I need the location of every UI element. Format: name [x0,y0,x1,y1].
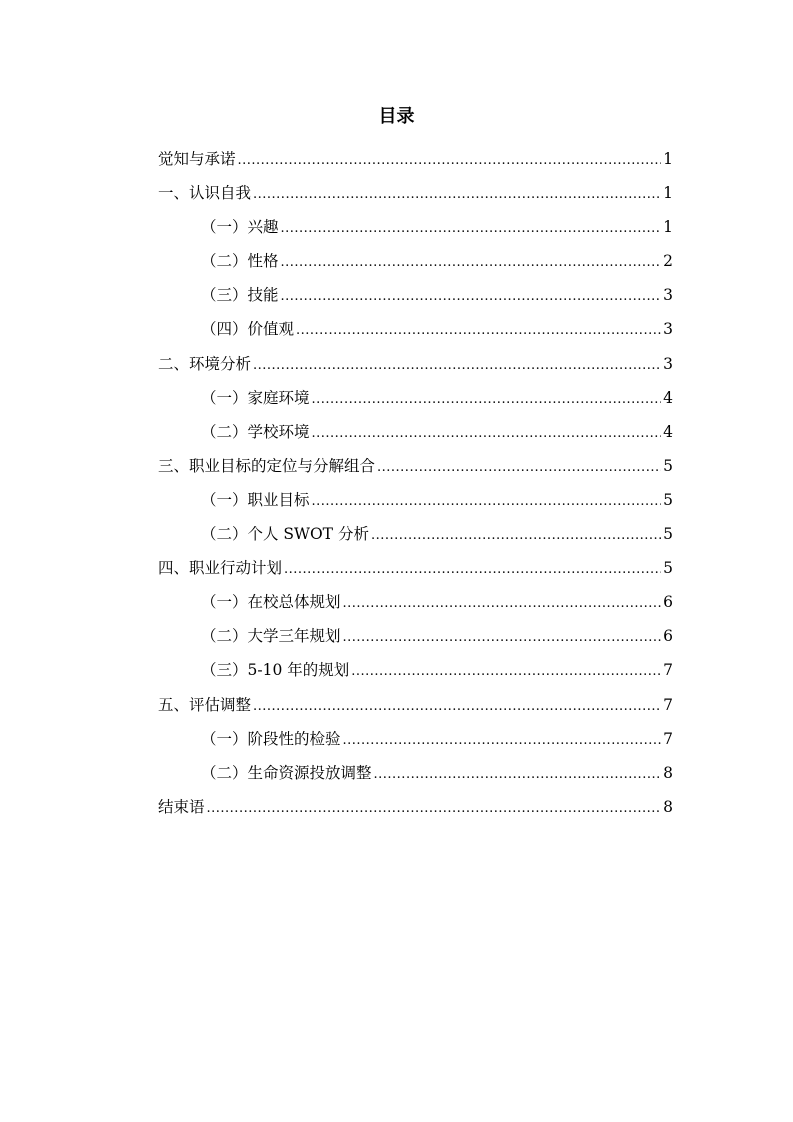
toc-page-number: 3 [663,320,673,339]
table-of-contents [158,146,673,828]
toc-entry [158,282,673,316]
toc-page-number: 8 [663,797,673,816]
toc-dot-leader [281,250,662,276]
toc-entry [158,351,673,385]
toc-entry-title: （二）大学三年规划 [201,627,341,646]
toc-dot-leader [351,659,661,685]
toc-dot-leader [281,284,662,310]
toc-page-number: 7 [663,661,673,680]
toc-dot-leader [371,523,661,549]
toc-page-number: 5 [663,490,673,509]
toc-entry [158,180,673,214]
toc-dot-leader [312,387,662,413]
toc-entry-title: 四、职业行动计划 [158,559,283,578]
toc-entry-title: （一）职业目标 [201,490,310,509]
toc-entry [158,521,673,555]
toc-entry-title: （一）兴趣 [201,218,279,237]
toc-dot-leader [343,625,662,651]
toc-entry-title: （三）技能 [201,286,279,305]
toc-entry [158,453,673,487]
toc-entry [158,589,673,623]
toc-entry [158,794,673,828]
toc-entry-title: （四）价值观 [201,320,295,339]
toc-entry-title: 一、认识自我 [158,184,252,203]
toc-entry-title: （一）家庭环境 [201,388,310,407]
toc-dot-leader [253,353,661,379]
toc-page-number: 5 [663,559,673,578]
toc-entry [158,555,673,589]
toc-page-number: 1 [663,150,673,168]
toc-dot-leader [238,148,662,174]
toc-entry-title: 三、职业目标的定位与分解组合 [158,456,376,475]
toc-entry [158,385,673,419]
toc-entry [158,623,673,657]
toc-dot-leader [253,182,661,208]
toc-entry-title: （一）阶段性的检验 [201,729,341,748]
toc-dot-leader [312,489,662,515]
toc-dot-leader [284,557,661,583]
toc-entry [158,146,673,180]
toc-page-number: 3 [663,354,673,373]
toc-entry-title: （二）学校环境 [201,422,310,441]
toc-page-number: 4 [663,388,673,407]
toc-entry [158,248,673,282]
toc-page-number: 1 [663,184,673,203]
toc-dot-leader [377,455,661,481]
toc-page-number: 8 [663,763,673,782]
toc-page-number: 6 [663,593,673,612]
toc-dot-leader [374,762,662,788]
toc-dot-leader [253,694,661,720]
toc-dot-leader [312,421,662,447]
page-title: 目录 [378,106,415,127]
toc-entry [158,657,673,691]
toc-page-number: 5 [663,525,673,544]
toc-entry-title: （二）生命资源投放调整 [201,763,372,782]
toc-entry [158,760,673,794]
toc-page-number: 7 [663,695,673,714]
toc-entry [158,487,673,521]
toc-entry [158,692,673,726]
toc-dot-leader [296,318,661,344]
toc-dot-leader [207,796,662,822]
toc-entry-title: （三）5-10 年的规划 [201,661,350,680]
toc-entry [158,214,673,248]
toc-entry [158,419,673,453]
toc-page-number: 1 [663,218,673,237]
toc-entry [158,726,673,760]
toc-page-number: 2 [663,252,673,271]
toc-entry [158,316,673,350]
toc-page-number: 3 [663,286,673,305]
toc-entry-title: （二）个人 SWOT 分析 [201,525,369,544]
toc-entry-title: 二、环境分析 [158,354,252,373]
toc-entry-title: （二）性格 [201,252,279,271]
toc-page-number: 7 [663,729,673,748]
toc-dot-leader [281,216,662,242]
toc-page-number: 5 [663,456,673,475]
toc-page-number: 6 [663,627,673,646]
toc-dot-leader [343,591,662,617]
toc-dot-leader [343,728,662,754]
toc-entry-title: 五、评估调整 [158,695,252,714]
toc-entry-title: （一）在校总体规划 [201,593,341,612]
toc-entry-title: 结束语 [158,797,205,816]
toc-page-number: 4 [663,422,673,441]
toc-entry-title: 觉知与承诺 [158,150,236,168]
